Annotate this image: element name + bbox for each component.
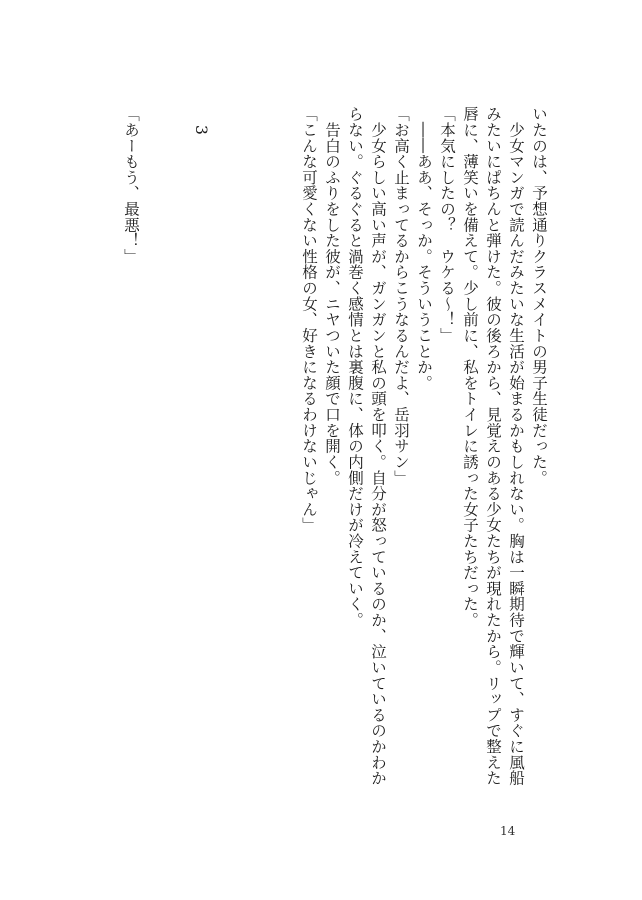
text-line: 告白のふりをした彼が、ニヤついた顔で口を開く。 xyxy=(323,106,341,486)
section-number: 3 xyxy=(192,125,210,136)
text-line: いたのは、予想通りクラスメイトの男子生徒だった。 xyxy=(530,106,548,486)
text-line: 「こんな可愛くない性格の女、好きになるわけないじゃん」 xyxy=(300,106,318,533)
text-line: 少女マンガで読んだみたいな生活が始まるかもしれない。胸は一瞬期待で輝いて、すぐに風船 xyxy=(507,106,525,786)
text-line: 少女らしい高い声が、ガンガンと私の頭を叩く。自分が怒っているのか、泣いているのかわか xyxy=(369,106,387,786)
text-line: 「本気にしたの？ ウケる～！」 xyxy=(438,106,456,344)
text-line: ――ああ、そっか。そういうことか。 xyxy=(415,106,433,391)
page-number: 14 xyxy=(500,824,516,838)
main-text-block xyxy=(297,106,550,786)
text-line: 「お高く止まってるからこうなるんだよ、岳羽サン」 xyxy=(392,106,410,486)
text-line: らない。ぐるぐると渦巻く感情とは裏腹に、体の内側だけが冷えていく。 xyxy=(346,106,364,628)
text-line: みたいにぱちんと弾けた。彼の後ろから、見覚えのある少女たちが現れたから。リップで整えた xyxy=(484,106,502,786)
text-line: 「あーもう、最悪！」 xyxy=(122,106,140,265)
text-line: 唇に、薄笑いを備えて。少し前に、私をトイレに誘った女子たちだった。 xyxy=(461,106,479,628)
